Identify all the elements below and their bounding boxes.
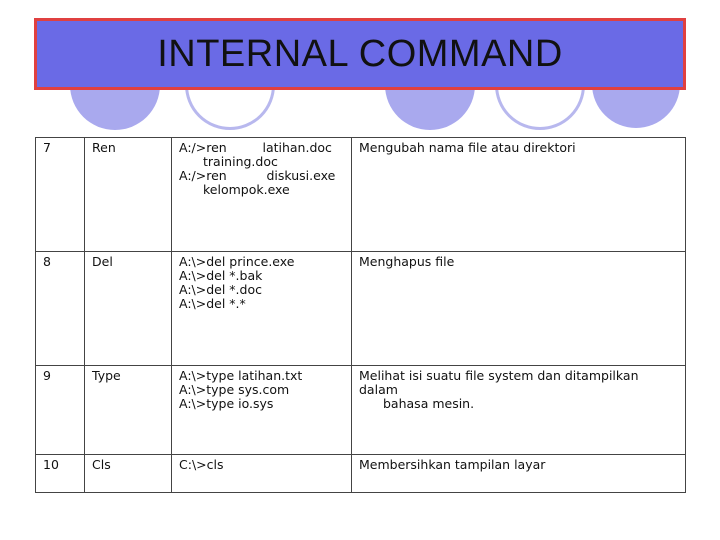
table-row (36, 138, 686, 252)
example-line: C:\>cls (179, 457, 224, 472)
command-description (352, 252, 686, 366)
command-table (35, 137, 686, 493)
row-number: 8 (36, 252, 85, 366)
example-line: A:/>ren latihan.doc (179, 140, 332, 155)
example-line: kelompok.exe (203, 182, 290, 197)
example-line: A:\>type latihan.txt (179, 368, 303, 383)
example-line: A:/>ren diskusi.exe (179, 168, 336, 183)
example-line: training.doc (203, 154, 278, 169)
command-name: Del (85, 252, 172, 366)
description-line: bahasa mesin. (383, 396, 475, 411)
command-name: Cls (85, 455, 172, 493)
example-line: A:\>type io.sys (179, 396, 274, 411)
command-example (172, 366, 352, 455)
example-line: A:\>del *.* (179, 296, 246, 311)
command-name: Type (85, 366, 172, 455)
table-row (36, 455, 686, 493)
row-number: 7 (36, 138, 85, 252)
row-number: 10 (36, 455, 85, 493)
slide-title-bar (34, 18, 686, 90)
description-line: Melihat isi suatu file system dan ditampilkan dalam (359, 368, 639, 397)
description-line: Mengubah nama file atau direktori (359, 140, 576, 155)
command-description (352, 366, 686, 455)
command-example (172, 455, 352, 493)
command-description (352, 138, 686, 252)
command-example (172, 252, 352, 366)
command-description (352, 455, 686, 493)
slide-title: INTERNAL COMMAND (157, 32, 563, 75)
command-example (172, 138, 352, 252)
example-line: A:\>del *.doc (179, 282, 262, 297)
command-name: Ren (85, 138, 172, 252)
example-line: A:\>type sys.com (179, 382, 290, 397)
example-line: A:\>del *.bak (179, 268, 263, 283)
description-line: Menghapus file (359, 254, 455, 269)
description-line: Membersihkan tampilan layar (359, 457, 546, 472)
row-number: 9 (36, 366, 85, 455)
example-line: A:\>del prince.exe (179, 254, 295, 269)
table-row (36, 366, 686, 455)
table-row (36, 252, 686, 366)
